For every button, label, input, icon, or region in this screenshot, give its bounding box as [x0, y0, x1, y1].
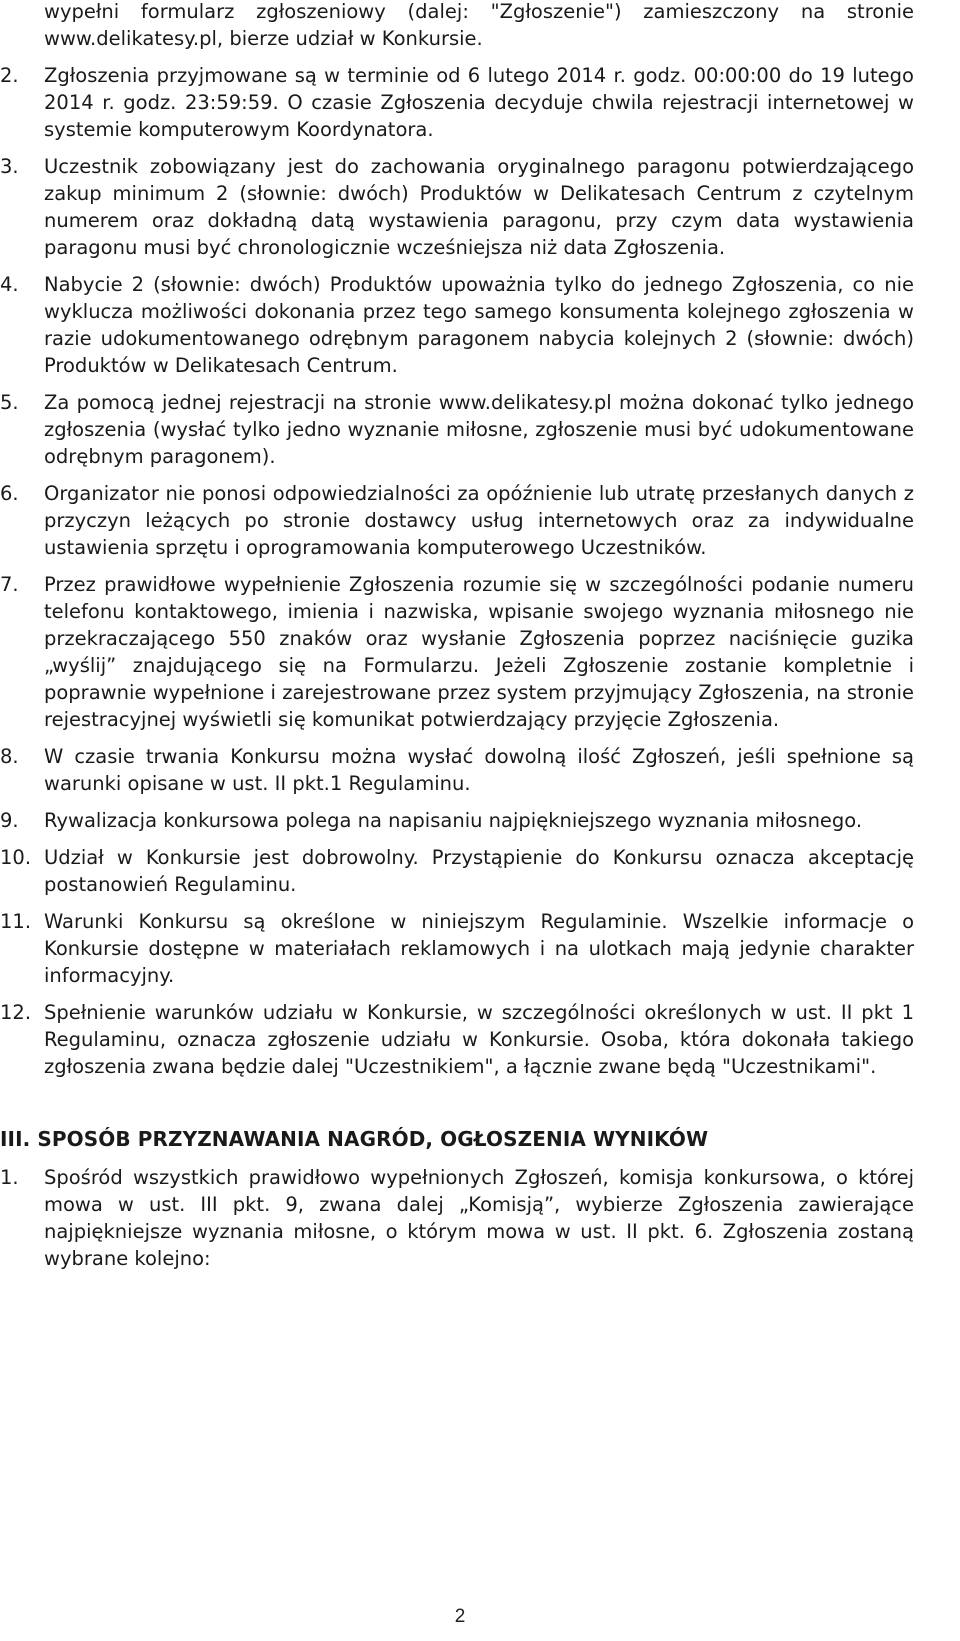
list-item: [0, 1164, 914, 1272]
item-number: 7.: [0, 573, 19, 596]
list-item: [0, 389, 914, 470]
section-2-list: [0, 62, 960, 1080]
list-item: [0, 743, 914, 797]
item-number: 2.: [0, 64, 19, 87]
list-item: [0, 571, 914, 733]
item-text: W czasie trwania Konkursu można wysłać dowolną ilość Zgłoszeń, jeśli spełnione są warunki opisane w ust. II pkt.1 Regulaminu.: [44, 745, 914, 795]
intro-paragraph: wypełni formularz zgłoszeniowy (dalej: "Zgłoszenie") zamieszczony na stronie www.delikatesy.pl, bierze udział w Konkursie.: [44, 0, 914, 50]
item-number: 11.: [0, 910, 32, 933]
item-number: 6.: [0, 482, 19, 505]
item-number: 12.: [0, 1001, 32, 1024]
item-number: 8.: [0, 745, 19, 768]
item-text: Rywalizacja konkursowa polega na napisaniu najpiękniejszego wyznania miłosnego.: [44, 809, 863, 832]
item-number: 3.: [0, 155, 19, 178]
item-number: 1.: [0, 1166, 19, 1189]
section-3-list: [0, 1164, 960, 1272]
list-item: [0, 62, 914, 143]
item-number: 4.: [0, 273, 19, 296]
item-text: Organizator nie ponosi odpowiedzialności za opóźnienie lub utratę przesłanych danych z przyczyn leżących po stronie dostawcy usług internetowych oraz za indywidualne ustawienia sprzętu i oprogramowania komputerowego Uczestników.: [44, 482, 914, 559]
list-item: [0, 153, 914, 261]
item-text: Nabycie 2 (słownie: dwóch) Produktów upoważnia tylko do jednego Zgłoszenia, co nie wyklucza możliwości dokonania przez tego samego konsumenta kolejnego zgłoszenia w razie udokumentowanego odrębnym paragonem nabycia kolejnych 2 (słownie: dwóch) Produktów w Delikatesach Centrum.: [44, 273, 914, 377]
item-text: Przez prawidłowe wypełnienie Zgłoszenia rozumie się w szczególności podanie numeru telefonu kontaktowego, imienia i nazwiska, wpisanie swojego wyznania miłosnego nie przekraczającego 550 znaków oraz wysłanie Zgłoszenia poprzez naciśnięcie guzika „wyślij” znajdującego się na Formularzu. Jeżeli Zgłoszenie zostanie kompletnie i poprawnie wypełnione i zarejestrowane przez system przyjmujący Zgłoszenia, na stronie rejestracyjnej wyświetli się komunikat potwierdzający przyjęcie Zgłoszenia.: [44, 573, 914, 731]
list-item: [0, 844, 914, 898]
item-number: 9.: [0, 809, 19, 832]
list-item: [0, 480, 914, 561]
item-text: Spośród wszystkich prawidłowo wypełnionych Zgłoszeń, komisja konkursowa, o której mowa w ust. III pkt. 9, zwana dalej „Komisją”, wybierze Zgłoszenia zawierające najpiękniejsze wyznania miłosne, o którym mowa w ust. II pkt. 6. Zgłoszenia zostaną wybrane kolejno:: [44, 1166, 914, 1270]
section-3-heading: III. SPOSÓB PRZYZNAWANIA NAGRÓD, OGŁOSZENIA WYNIKÓW: [0, 1127, 709, 1151]
item-text: Udział w Konkursie jest dobrowolny. Przystąpienie do Konkursu oznacza akceptację postanowień Regulaminu.: [44, 846, 914, 896]
item-text: Uczestnik zobowiązany jest do zachowania oryginalnego paragonu potwierdzającego zakup minimum 2 (słownie: dwóch) Produktów w Delikatesach Centrum z czytelnym numerem oraz dokładną datą wystawienia paragonu, przy czym data wystawienia paragonu musi być chronologicznie wcześniejsza niż data Zgłoszenia.: [44, 155, 914, 259]
item-number: 5.: [0, 391, 19, 414]
item-text: Zgłoszenia przyjmowane są w terminie od 6 lutego 2014 r. godz. 00:00:00 do 19 lutego 2014 r. godz. 23:59:59. O czasie Zgłoszenia decyduje chwila rejestracji internetowej w systemie komputerowym Koordynatora.: [44, 64, 914, 141]
page-number: 2: [454, 1606, 466, 1627]
item-text: Za pomocą jednej rejestracji na stronie www.delikatesy.pl można dokonać tylko jednego zgłoszenia (wysłać tylko jedno wyznanie miłosne, zgłoszenie musi być udokumentowane odrębnym paragonem).: [44, 391, 914, 468]
list-item: [0, 999, 914, 1080]
list-item: [0, 807, 914, 834]
item-text: Warunki Konkursu są określone w niniejszym Regulaminie. Wszelkie informacje o Konkursie dostępne w materiałach reklamowych i na ulotkach mają jedynie charakter informacyjny.: [44, 910, 914, 987]
item-text: Spełnienie warunków udziału w Konkursie, w szczególności określonych w ust. II pkt 1 Regulaminu, oznacza zgłoszenie udziału w Konkursie. Osoba, która dokonała takiego zgłoszenia zwana będzie dalej "Uczestnikiem", a łącznie zwane będą "Uczestnikami".: [44, 1001, 914, 1078]
item-number: 10.: [0, 846, 32, 869]
list-item: [0, 271, 914, 379]
list-item: [0, 908, 914, 989]
